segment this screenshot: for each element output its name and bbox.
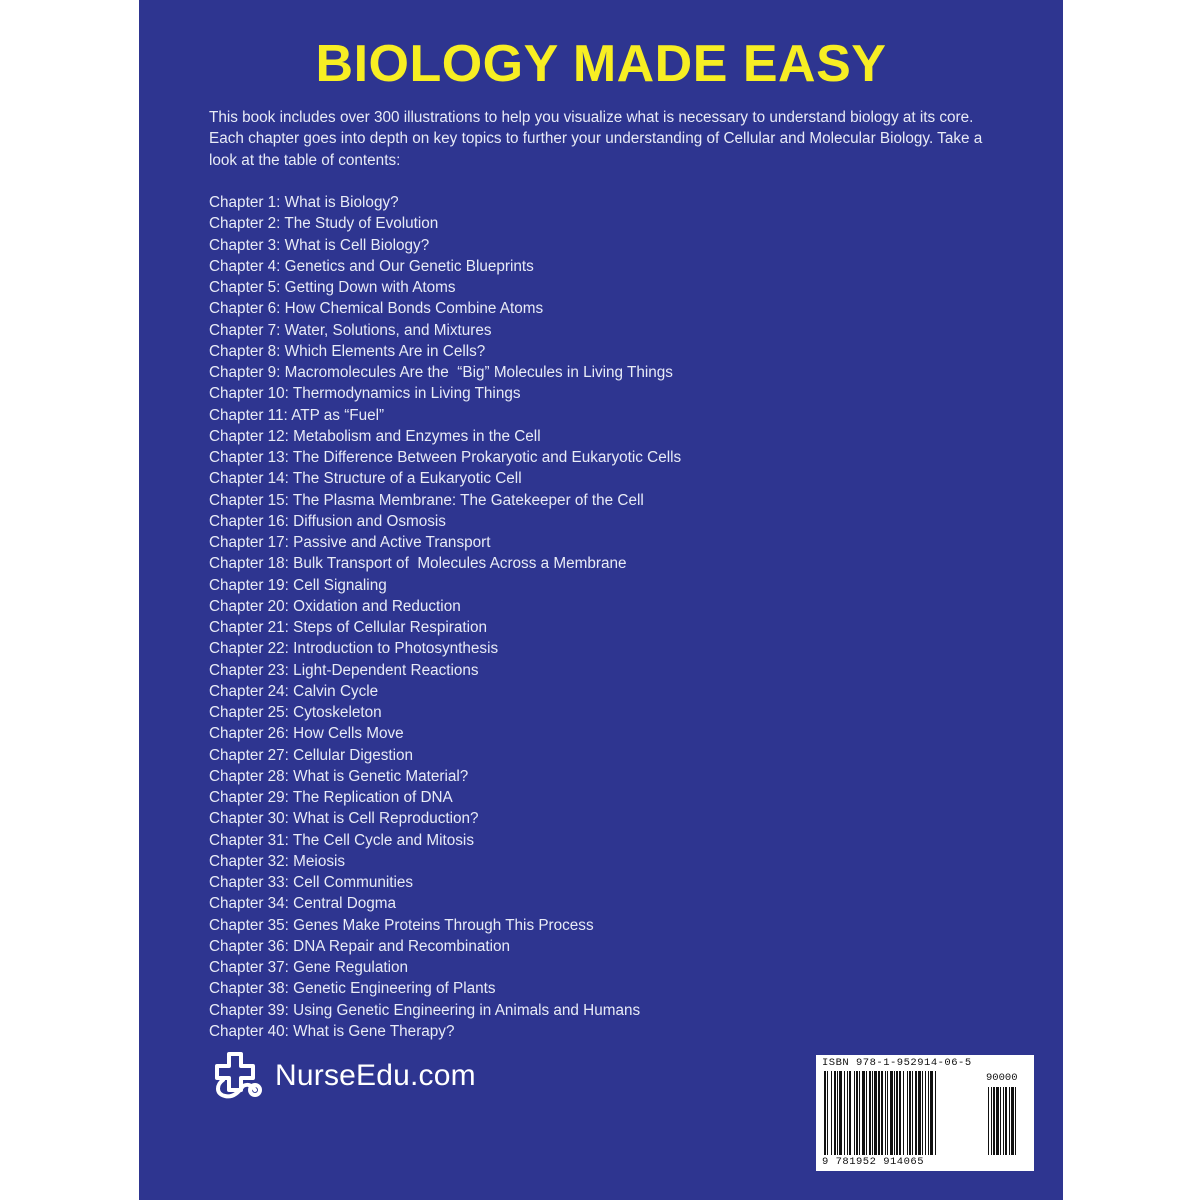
publisher-logo	[209, 1050, 476, 1102]
price-code: 90000	[986, 1072, 1018, 1084]
chapter-item: Chapter 16: Diffusion and Osmosis	[209, 512, 446, 530]
chapter-item: Chapter 31: The Cell Cycle and Mitosis	[209, 831, 474, 849]
chapter-item: Chapter 21: Steps of Cellular Respiration	[209, 619, 488, 636]
chapter-item: Chapter 39: Using Genetic Engineering in Animals and Humans	[209, 1001, 641, 1019]
chapter-item: Chapter 28: What is Genetic Material?	[209, 767, 469, 785]
chapter-item: Chapter 8: Which Elements Are in Cells?	[209, 342, 486, 360]
chapter-item: Chapter 32: Meiosis	[209, 852, 346, 870]
chapter-item: Chapter 10: Thermodynamics in Living Things	[209, 385, 521, 403]
chapter-item: Chapter 20: Oxidation and Reduction	[209, 597, 461, 615]
chapter-item: Chapter 29: The Replication of DNA	[209, 789, 453, 806]
chapter-item: Chapter 24: Calvin Cycle	[209, 682, 379, 700]
barcode-digits: 9 781952 914065	[822, 1156, 925, 1168]
chapter-item: Chapter 7: Water, Solutions, and Mixtures	[209, 321, 492, 339]
chapter-item: Chapter 35: Genes Make Proteins Through This Process	[209, 916, 594, 934]
chapter-item: Chapter 34: Central Dogma	[209, 895, 397, 913]
chapter-item: Chapter 26: How Cells Move	[209, 725, 404, 743]
chapter-item: Chapter 19: Cell Signaling	[209, 576, 387, 594]
book-back-cover	[139, 0, 1063, 1200]
chapter-item: Chapter 13: The Difference Between Prokaryotic and Eukaryotic Cells	[209, 449, 682, 466]
chapter-item: Chapter 6: How Chemical Bonds Combine Atoms	[209, 300, 544, 318]
chapter-item: Chapter 38: Genetic Engineering of Plants	[209, 980, 496, 998]
chapter-item: Chapter 1: What is Biology?	[209, 194, 399, 211]
cover-intro-text: This book includes over 300 illustrations to help you visualize what is necessary to understand biology at its core. Each chapter goes into depth on key topics to further your understanding of Cellular and Molecular Biology. Take a look at the table of contents:	[209, 109, 983, 169]
chapter-item: Chapter 40: What is Gene Therapy?	[209, 1022, 455, 1040]
chapter-item: Chapter 14: The Structure of a Eukaryotic Cell	[209, 470, 522, 488]
publisher-url: NurseEdu.com	[275, 1059, 476, 1092]
chapter-item: Chapter 11: ATP as “Fuel”	[209, 406, 385, 424]
chapter-item: Chapter 18: Bulk Transport of Molecules Across a Membrane	[209, 555, 627, 573]
chapter-item: Chapter 3: What is Cell Biology?	[209, 236, 430, 254]
chapter-item: Chapter 30: What is Cell Reproduction?	[209, 810, 479, 828]
chapter-item: Chapter 2: The Study of Evolution	[209, 215, 439, 233]
chapter-item: Chapter 37: Gene Regulation	[209, 959, 408, 976]
chapter-item: Chapter 5: Getting Down with Atoms	[209, 279, 456, 296]
chapter-item: Chapter 22: Introduction to Photosynthesis	[209, 640, 499, 658]
chapter-item: Chapter 27: Cellular Digestion	[209, 746, 414, 764]
stethoscope-cross-icon	[209, 1050, 267, 1102]
chapter-item: Chapter 12: Metabolism and Enzymes in the Cell	[209, 427, 541, 445]
chapter-item: Chapter 23: Light-Dependent Reactions	[209, 661, 479, 679]
chapter-item: Chapter 25: Cytoskeleton	[209, 704, 382, 721]
chapter-item: Chapter 4: Genetics and Our Genetic Blueprints	[209, 257, 534, 275]
isbn-number: ISBN 978-1-952914-06-5	[822, 1057, 972, 1069]
chapter-item: Chapter 33: Cell Communities	[209, 874, 414, 891]
cover-title: BIOLOGY MADE EASY	[315, 35, 887, 93]
chapter-item: Chapter 9: Macromolecules Are the “Big” Molecules in Living Things	[209, 364, 673, 381]
chapter-item: Chapter 17: Passive and Active Transport	[209, 534, 491, 551]
isbn-barcode	[816, 1055, 1034, 1171]
chapter-item: Chapter 15: The Plasma Membrane: The Gatekeeper of the Cell	[209, 491, 644, 509]
table-of-contents	[209, 192, 909, 1042]
chapter-item: Chapter 36: DNA Repair and Recombination	[209, 937, 511, 955]
